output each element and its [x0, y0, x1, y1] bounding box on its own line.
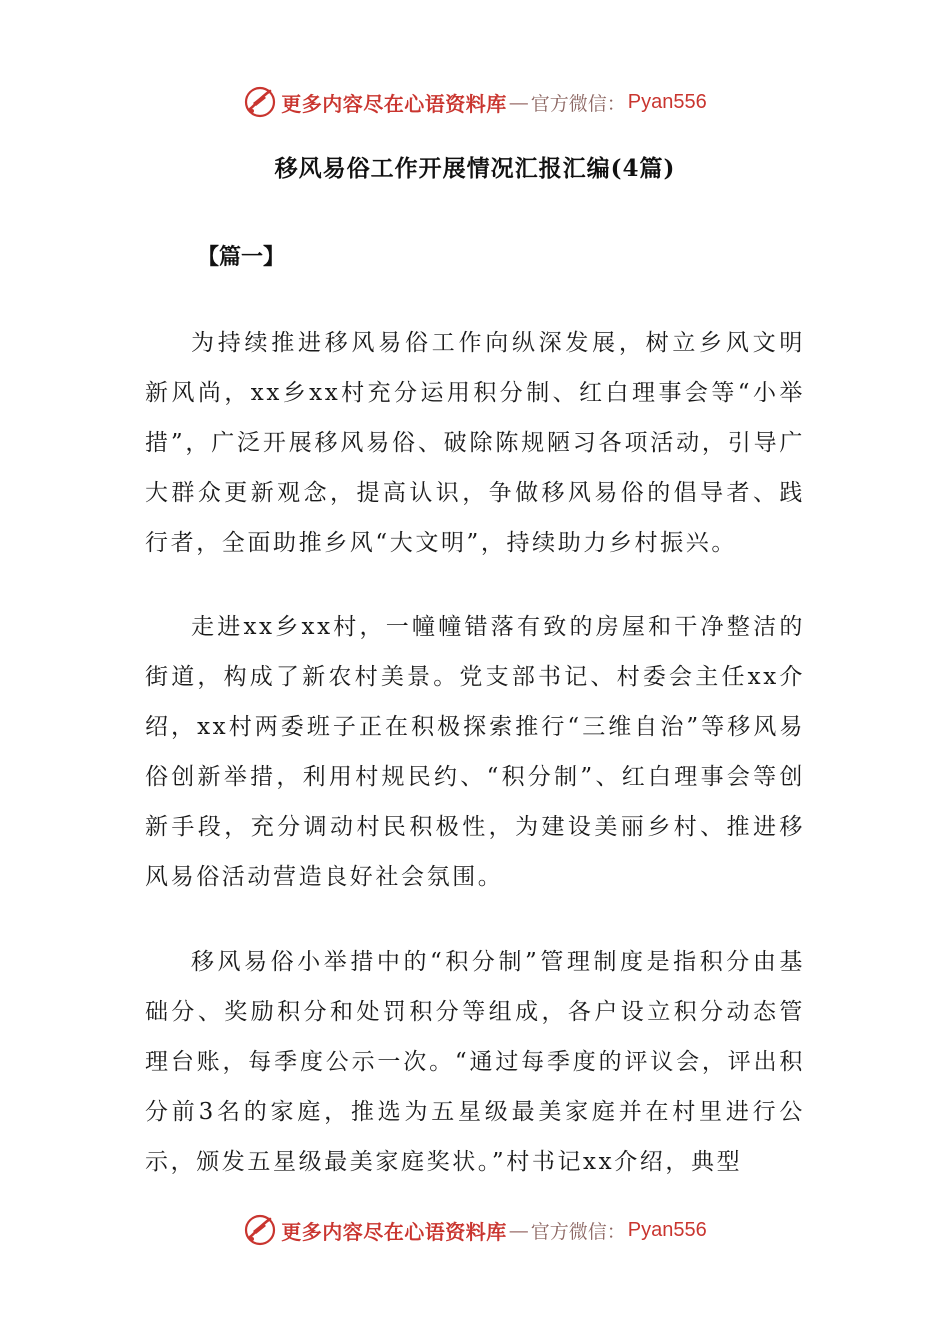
paragraph: 为持续推进移风易俗工作向纵深发展，树立乡风文明新风尚，xx乡xx村充分运用积分制、红白理事会等“小举措”，广泛开展移风易俗、破除陈规陋习各项活动，引导广大群众更新观念，提高认识，争做移风易俗的倡导者、践行者，全面助推乡风“大文明”，持续助力乡村振兴。 [145, 330, 805, 556]
paragraph: 走进xx乡xx村，一幢幢错落有致的房屋和干净整洁的街道，构成了新农村美景。党支部书记、村委会主任xx介绍，xx村两委班子正在积极探索推行“三维自治”等移风易俗创新举措，利用村规民约、“积分制”、红白理事会等创新手段，充分调动村民积极性，为建设美丽乡村、推进移风易俗活动营造良好社会氛围。 [145, 614, 805, 890]
paragraph-block [145, 602, 805, 902]
paragraph-block [145, 937, 805, 1187]
watermark-dash: — [508, 90, 529, 114]
paragraph-block [145, 318, 805, 568]
watermark-wechat-id: Pyan556 [627, 1218, 707, 1241]
watermark-banner-bottom [0, 1210, 950, 1250]
watermark-brand-text: 更多内容尽在心语资料库 [281, 1219, 507, 1244]
pen-nib-circle-icon [243, 1213, 277, 1247]
watermark-brand-text: 更多内容尽在心语资料库 [281, 91, 507, 116]
watermark-wechat-label: 官方微信： [530, 1220, 626, 1243]
watermark-banner-top [0, 82, 950, 122]
document-title: 移风易俗工作开展情况汇报汇编(4篇) [274, 155, 676, 182]
section-label: 【篇一】 [197, 244, 286, 270]
watermark-wechat-label: 官方微信： [530, 92, 626, 115]
pen-nib-circle-icon [243, 85, 277, 119]
paragraph: 移风易俗小举措中的“积分制”管理制度是指积分由基础分、奖励积分和处罚积分等组成，各户设立积分动态管理台账，每季度公示一次。“通过每季度的评议会，评出积分前3名的家庭，推选为五星级最美家庭并在村里进行公示，颁发五星级最美家庭奖状。”村书记xx介绍，典型 [145, 949, 805, 1175]
watermark-wechat-id: Pyan556 [627, 90, 707, 113]
watermark-dash: — [508, 1218, 529, 1242]
